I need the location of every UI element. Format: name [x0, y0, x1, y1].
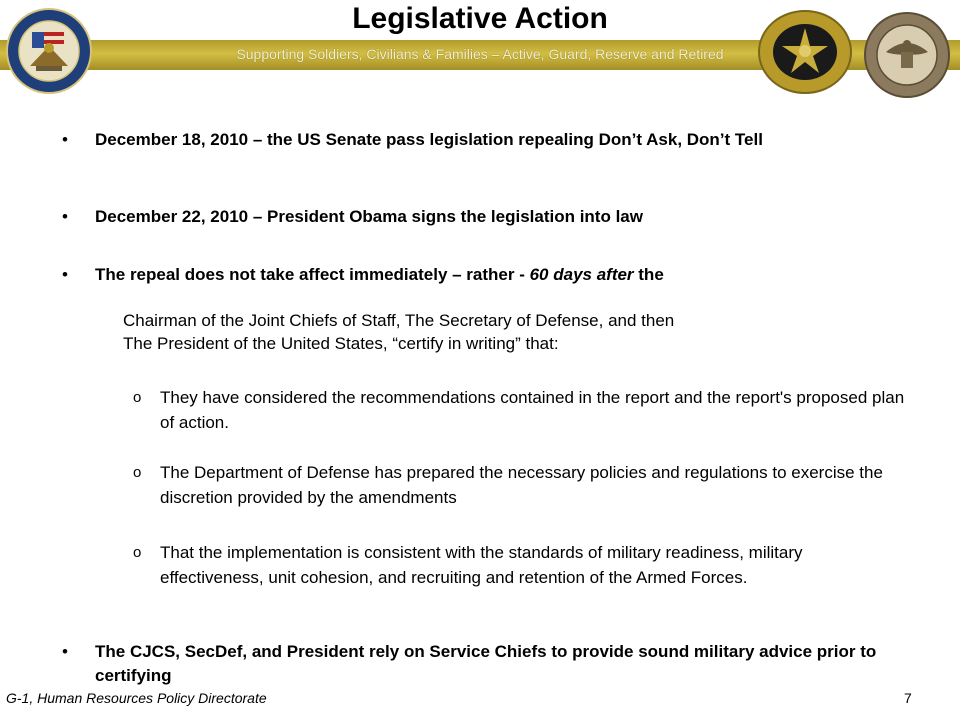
continuation-line-1: Chairman of the Joint Chiefs of Staff, The Secretary of Defense, and then: [123, 311, 675, 330]
sub-item-text: That the implementation is consistent with the standards of military readiness, military effectiveness, unit cohesion, and recruiting and retention of the Armed Forces.: [160, 543, 803, 587]
slide-header: [0, 0, 960, 100]
bullet-text: [95, 263, 915, 287]
sub-item-text: They have considered the recommendations contained in the report and the report's proposed plan of action.: [160, 388, 905, 432]
g1-seal-icon: [758, 10, 852, 94]
bullet-text-lead: The repeal does not take affect immediately – rather -: [95, 265, 530, 284]
bullet-text: The CJCS, SecDef, and President rely on Service Chiefs to provide sound military advice prior to certifying: [95, 642, 877, 685]
bullet-text: December 18, 2010 – the US Senate pass legislation repealing Don’t Ask, Don’t Tell: [95, 130, 763, 149]
bullet-dot-icon: •: [62, 207, 68, 226]
bullet-dot-icon: •: [62, 265, 68, 284]
continuation-line-2: The President of the United States, “certify in writing” that:: [123, 334, 559, 353]
bullet-text-tail: the: [633, 265, 664, 284]
slide-subtitle: Supporting Soldiers, Civilians & Families – Active, Guard, Reserve and Retired: [236, 46, 724, 62]
sub-bullet-icon: o: [133, 389, 142, 406]
slide-title: Legislative Action: [352, 2, 608, 35]
bullet-dot-icon: •: [62, 642, 68, 661]
sub-bullet-icon: o: [133, 464, 142, 481]
bullet-text: December 22, 2010 – President Obama signs the legislation into law: [95, 207, 643, 226]
bullet-text-emphasis: 60 days after: [529, 265, 634, 284]
army-seal-icon: [6, 8, 92, 94]
bullet-dot-icon: •: [62, 130, 68, 149]
sub-item-text: The Department of Defense has prepared the necessary policies and regulations to exercise the discretion provided by the amendments: [160, 463, 883, 507]
page-number: 7: [904, 690, 912, 706]
sub-bullet-icon: o: [133, 544, 142, 561]
footer-directorate: G-1, Human Resources Policy Directorate: [6, 690, 267, 706]
eagle-seal-icon: [864, 12, 950, 98]
